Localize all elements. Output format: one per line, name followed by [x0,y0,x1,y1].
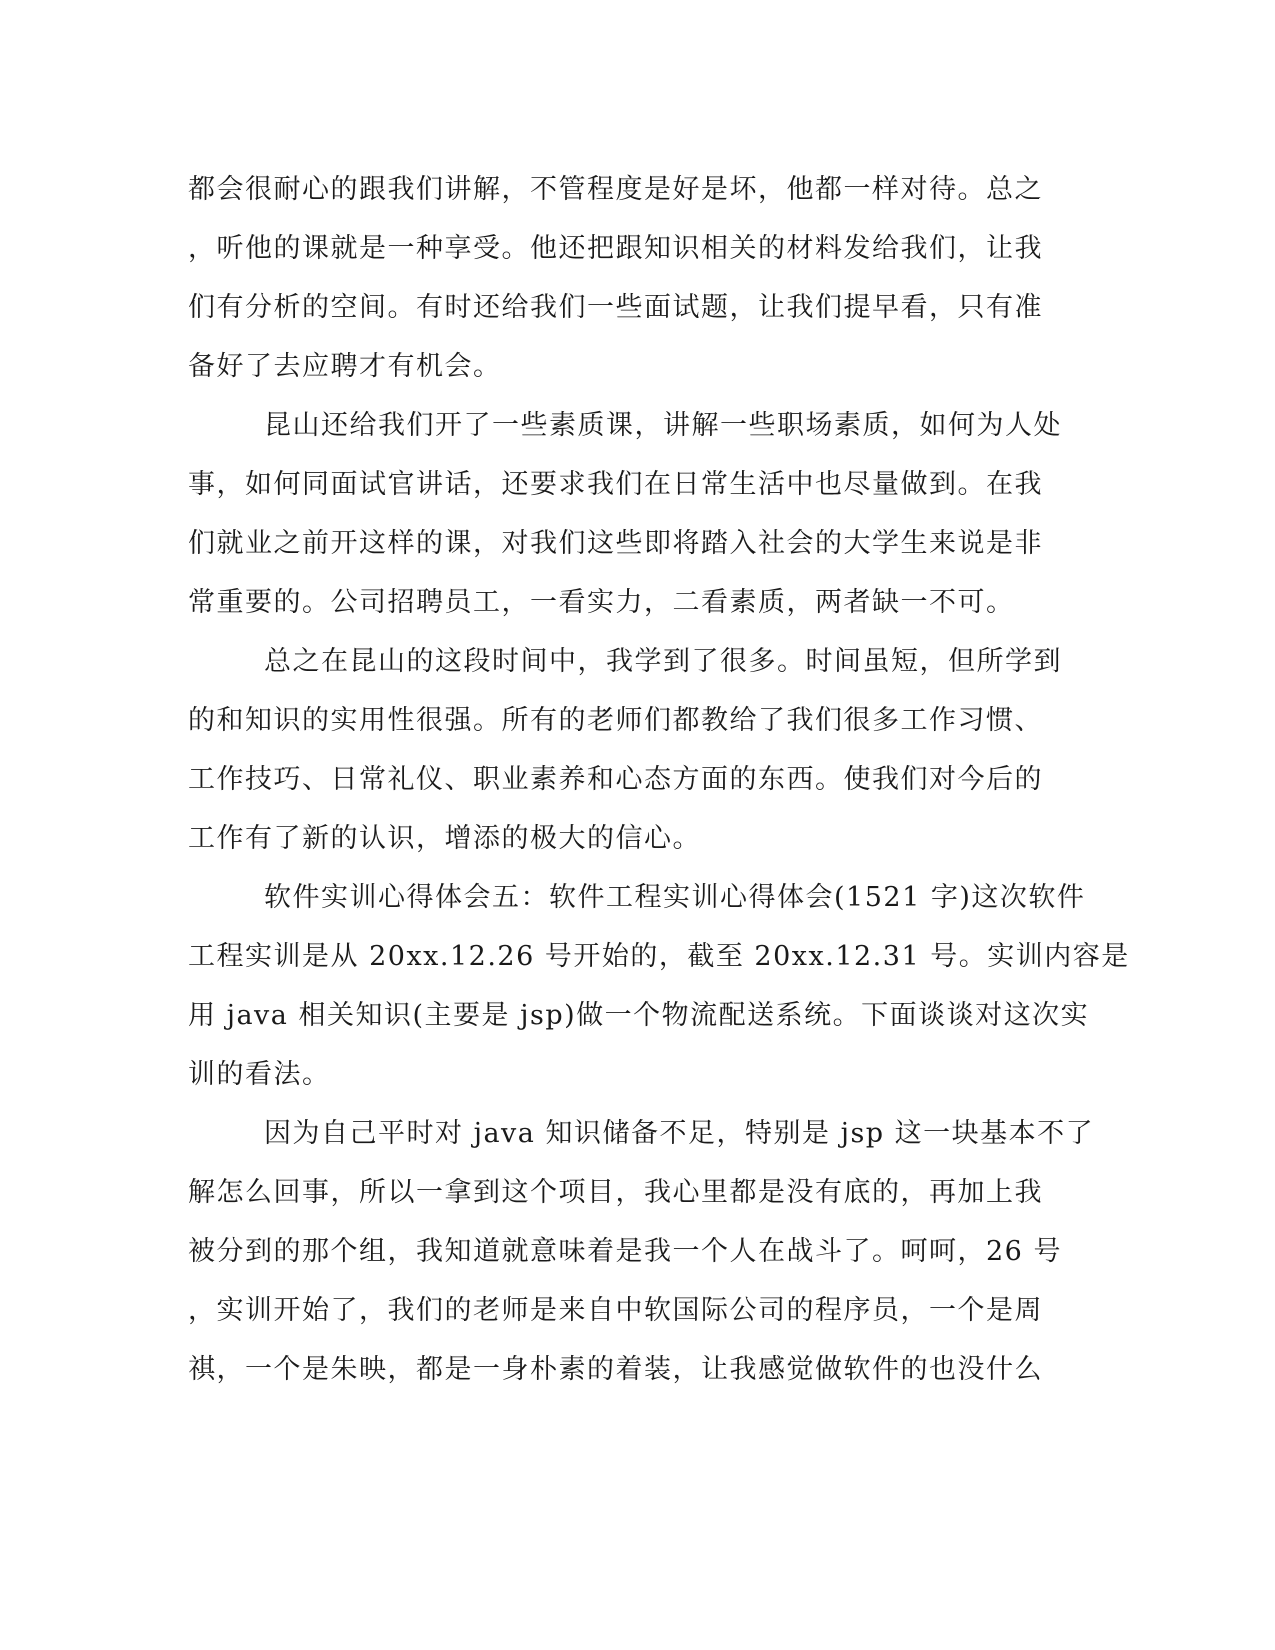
text-line: 都会很耐心的跟我们讲解，不管程度是好是坏，他都一样对待。总之 [188,174,1043,205]
text-line: 们就业之前开这样的课，对我们这些即将踏入社会的大学生来说是非 [188,528,1043,559]
body-text [188,160,1130,1399]
text-line: 们有分析的空间。有时还给我们一些面试题，让我们提早看，只有准 [188,292,1043,323]
text-line: 被分到的那个组，我知道就意味着是我一个人在战斗了。呵呵，26 号 [188,1236,1062,1267]
text-line: 训的看法。 [188,1059,331,1090]
text-line: 工程实训是从 20xx.12.26 号开始的，截至 20xx.12.31 号。实训内容是 [188,941,1130,972]
text-line: 工作有了新的认识，增添的极大的信心。 [188,823,701,854]
paragraph-start-line: 总之在昆山的这段时间中，我学到了很多。时间虽短，但所学到 [264,646,1062,677]
text-line: 事，如何同面试官讲话，还要求我们在日常生活中也尽量做到。在我 [188,469,1043,500]
text-line: 用 java 相关知识(主要是 jsp)做一个物流配送系统。下面谈谈对这次实 [188,1000,1090,1031]
text-line: ，实训开始了，我们的老师是来自中软国际公司的程序员，一个是周 [188,1295,1043,1326]
text-line: 常重要的。公司招聘员工，一看实力，二看素质，两者缺一不可。 [188,587,1015,618]
text-line: 祺，一个是朱映，都是一身朴素的着装，让我感觉做软件的也没什么 [188,1354,1043,1385]
text-line: 备好了去应聘才有机会。 [188,351,502,382]
paragraph-start-line: 因为自己平时对 java 知识储备不足，特别是 jsp 这一块基本不了 [264,1118,1095,1149]
text-line: 解怎么回事，所以一拿到这个项目，我心里都是没有底的，再加上我 [188,1177,1043,1208]
text-line: ，听他的课就是一种享受。他还把跟知识相关的材料发给我们，让我 [188,233,1043,264]
text-line: 工作技巧、日常礼仪、职业素养和心态方面的东西。使我们对今后的 [188,764,1043,795]
paragraph-start-line: 昆山还给我们开了一些素质课，讲解一些职场素质，如何为人处 [264,410,1062,441]
paragraph-start-line: 软件实训心得体会五：软件工程实训心得体会(1521 字)这次软件 [264,882,1086,913]
text-line: 的和知识的实用性很强。所有的老师们都教给了我们很多工作习惯、 [188,705,1043,736]
